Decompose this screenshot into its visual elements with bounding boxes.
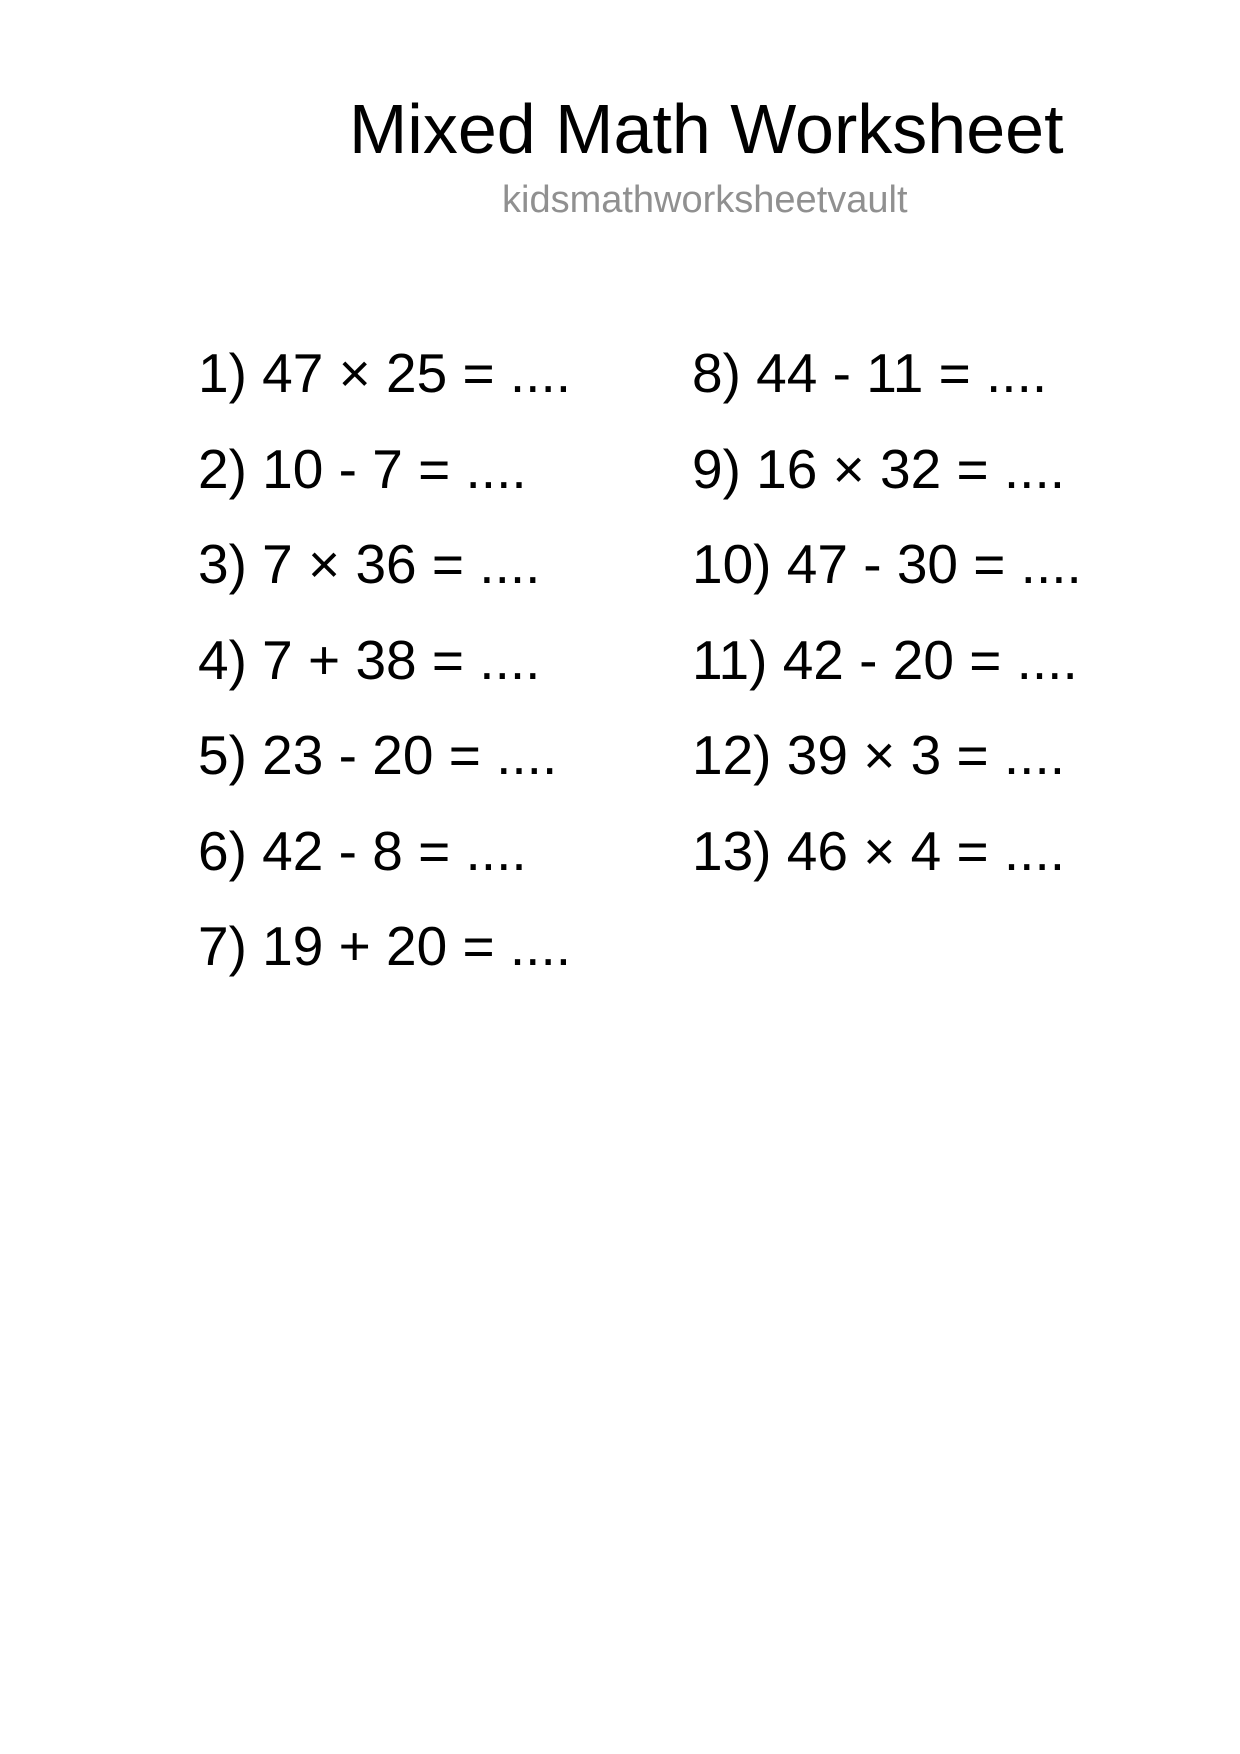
problems-column-left [198, 342, 572, 977]
problem-item-2: 2) 10 - 7 = .... [198, 437, 527, 500]
problem-item-13: 13) 46 × 4 = .... [692, 819, 1066, 882]
problems-column-right [692, 342, 1082, 882]
problem-item-3: 3) 7 × 36 = .... [198, 533, 541, 595]
problem-item-11: 11) 42 - 20 = .... [692, 628, 1078, 691]
problem-item-8: 8) 44 - 11 = .... [692, 342, 1048, 404]
problem-item-5: 5) 23 - 20 = .... [198, 724, 558, 786]
problem-item-9: 9) 16 × 32 = .... [692, 437, 1066, 500]
problem-item-12: 12) 39 × 3 = .... [692, 724, 1066, 786]
problem-item-4: 4) 7 + 38 = .... [198, 628, 541, 691]
problem-item-6: 6) 42 - 8 = .... [198, 819, 527, 882]
worksheet-title: Mixed Math Worksheet [349, 90, 1064, 168]
problem-item-10: 10) 47 - 30 = .... [692, 533, 1082, 595]
worksheet-source-watermark: kidsmathworksheetvault [502, 179, 908, 221]
problem-item-7: 7) 19 + 20 = .... [198, 915, 572, 977]
problem-item-1: 1) 47 × 25 = .... [198, 342, 572, 404]
